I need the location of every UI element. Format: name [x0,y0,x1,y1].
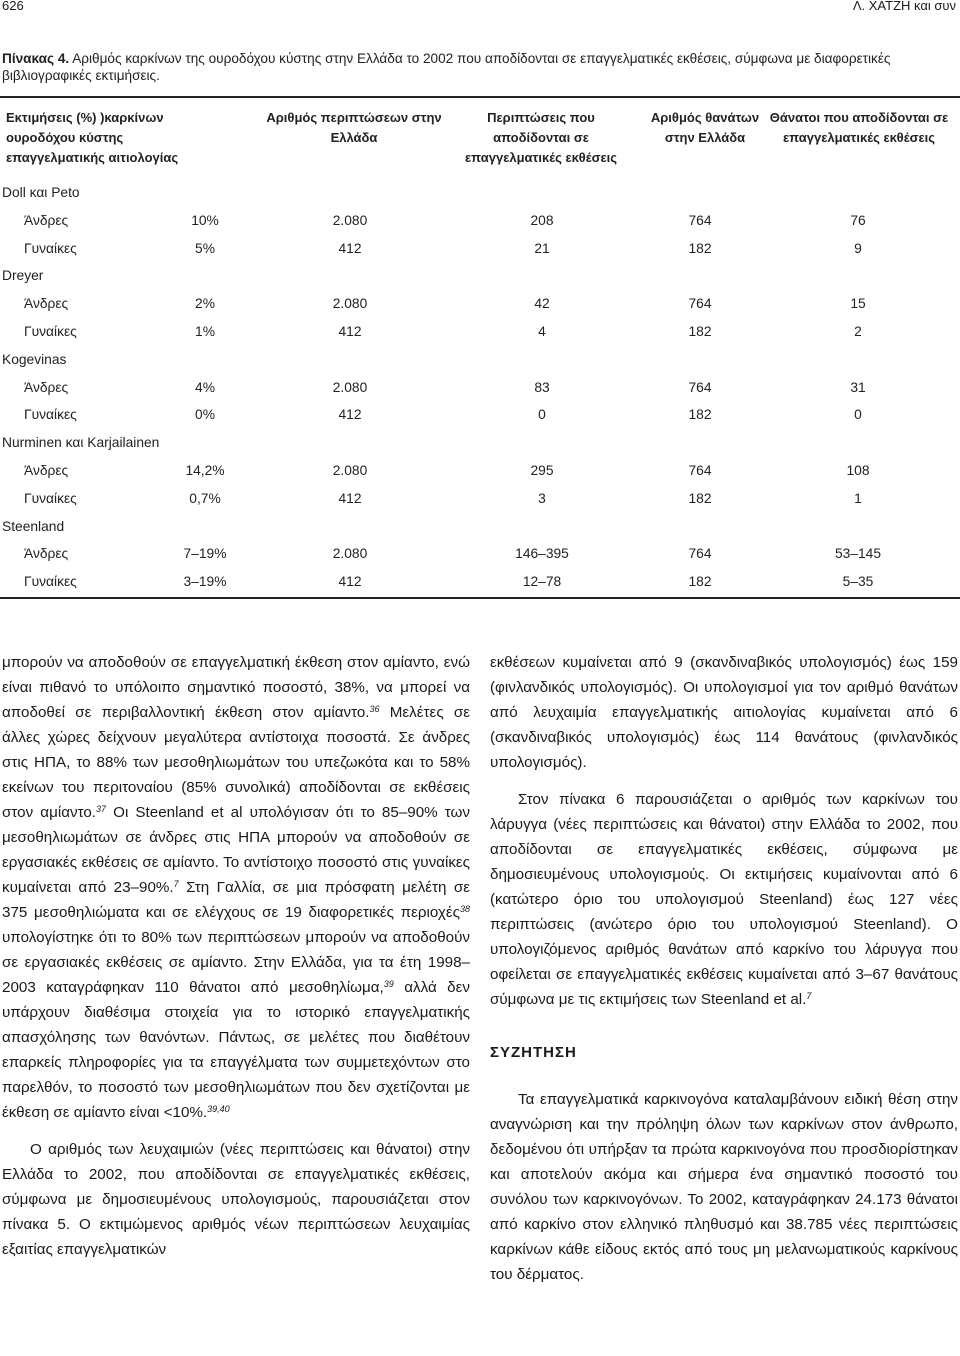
cell-cases: 2.080 [332,463,368,478]
row-label: Άνδρες [24,296,69,312]
page-number: 626 [2,0,24,13]
citation: 7 [173,879,179,889]
cell-deaths: 182 [688,240,712,256]
cell-attributed-deaths: 5–35 [842,574,874,590]
cell-deaths: 764 [688,379,712,395]
cell-deaths: 764 [688,546,712,562]
table-group-label: Dreyer [2,268,44,284]
cell-attributed-deaths: 53–145 [834,546,882,562]
table-group-label: Steenland [2,518,65,534]
cell-percent: 7–19% [183,546,227,562]
cell-attributed-cases: 42 [534,296,550,312]
cell-cases: 2.080 [332,296,368,312]
row-label: Γυναίκες [24,407,77,423]
cell-deaths: 182 [688,324,712,339]
cell-attributed-deaths: 9 [854,240,862,256]
citation: 37 [96,804,107,814]
row-label: Άνδρες [24,463,69,478]
cell-attributed-deaths: 0 [854,407,862,423]
citation: 39,40 [207,1104,230,1114]
citation: 36 [369,704,380,714]
section-heading: ΣΥΖΗΤΗΣΗ [490,1044,577,1061]
citation: 38 [459,904,470,914]
row-label: Άνδρες [24,546,69,562]
cell-percent: 0,7% [189,490,221,506]
cell-deaths: 182 [688,574,712,590]
cell-attributed-cases: 83 [534,379,550,395]
cell-attributed-deaths: 15 [850,296,866,312]
table-header-cases: Αριθμός περιπτώσεων στην Ελλάδα [266,110,442,145]
table-caption-label: Πίνακας 4. [2,51,70,66]
cell-cases: 412 [338,490,362,506]
table-group-label: Nurminen και Karjailainen [2,435,160,451]
cell-percent: 14,2% [185,463,225,478]
cell-attributed-cases: 12–78 [522,574,562,590]
cell-attributed-cases: 295 [530,463,554,478]
running-header [0,0,960,14]
cell-attributed-cases: 146–395 [515,546,569,562]
table-header-attributed-deaths: Θάνατοι που αποδίδονται σε επαγγελματικές εκθέσεις [769,110,949,145]
right-paragraph-2: Στον πίνακα 6 παρουσιάζεται ο αριθμός των καρκίνων του λάρυγγα (νέες περιπτώσεις και θάνατοι) στην Ελλάδα το 2002, που αποδίδονται σε επαγγελματικές εκθέσεις, σύμφωνα με δημοσιευμένους υπολογισμούς. Οι εκτιμήσεις κυμαίνονται από 6 (κατώτερο όριο του υπολογισμού Steenland) έως 127 νέες περιπτώσεις (ανώτερο όριο του υπολογισμού Steenland). Ο υπολογιζόμενος αριθμός θανάτων από καρκίνο του λάρυγγα που οφείλεται σε επαγγελματικές εκθέσεις κυμαίνεται από 3–67 θανάτους σύμφωνα με τις εκτιμήσεις των Steenland et al.$^7$ [490,791,958,1008]
right-column [490,650,958,1287]
running-authors: Λ. ΧΑΤΖΗ και συν [852,0,956,13]
cell-attributed-deaths: 2 [854,324,862,339]
cell-attributed-cases: 4 [538,324,546,339]
table-group-label: Doll και Peto [2,185,80,200]
table-bottom-rule [0,597,960,599]
right-paragraph-1: εκθέσεων κυμαίνεται από 9 (σκανδιναβικός υπολογισμός) έως 159 (φινλανδικός υπολογισμός). Οι υπολογισμοί για τον αριθμό θανάτων από λευχαιμία επαγγελματικής αιτιολογίας κυμαίνεται από 6 (σκανδιναβικός υπολογισμός) έως 114 θανάτους (φινλανδικός υπολογισμός). [490,654,958,771]
left-paragraph-1: μπορούν να αποδοθούν σε επαγγελματική έκθεση στον αμίαντο, ενώ είναι πιθανό το υπόλοιπο σημαντικό ποσοστό, 38%, να μπορεί να αποδοθεί σε περιβαλλοντική έκθεση στον αμίαντο.$^{36}$ Μελέτες σε άλλες χώρες δείχνουν μεγαλύτερα αντίστοιχα ποσοστά. Σε άνδρες στις ΗΠΑ, το 88% των μεσοθηλιωμάτων του υπεζωκότα και το 58% εκείνων του περιτοναίου (85% συνολικά) αποδίδονται σε εκθέσεις στον αμίαντο.$^{37}$ Οι Steenland et al υπολόγισαν ότι το 85–90% των μεσοθηλιωμάτων σε άνδρες στις ΗΠΑ μπορούν να αποδοθούν σε εργασιακές εκθέσεις σε αμίαντο. Το αντίστοιχο ποσοστό στις γυναίκες κυμαίνεται από 23–90%.$^7$ Στη Γαλλία, σε μια πρόσφατη μελέτη σε 375 μεσοθηλιώματα και σε ελέγχους σε 19 διαφορετικές περιοχές$^{38}$ υπολογίστηκε ότι το 80% των περιπτώσεων μπορούν να αποδοθούν σε εργασιακές εκθέσεις σε αμίαντο. Στην Ελλάδα, για τα έτη 1998–2003 καταγράφηκαν 110 θάνατοι από μεσοθηλίωμα,$^{39}$ αλλά δεν υπάρχουν διαθέσιμα στοιχεία για το ιστορικό επαγγελματικής απασχόλησης των θανόντων. Πάντως, σε μελέτες που διαθέτουν επαρκείς πληροφορίες για τα επαγγέλματα των συμμετεχόντων στο παρελθόν, το ποσοστό των μεσοθηλιωμάτων που δεν σχετίζονται με έκθεση σε αμίαντο είναι <10%.$^{39,40}$ [2,654,471,1121]
table-caption-text: Αριθμός καρκίνων της ουροδόχου κύστης στην Ελλάδα το 2002 που αποδίδονται σε επαγγελματικές εκθέσεις, σύμφωνα με διαφορετικές βιβλιογραφικές εκτιμήσεις. [2,51,891,83]
row-label: Γυναίκες [24,240,77,256]
row-label: Γυναίκες [24,490,77,506]
cell-deaths: 764 [688,463,712,478]
cell-cases: 2.080 [332,546,368,562]
cell-cases: 412 [338,574,362,590]
table-caption [2,50,957,84]
row-label: Γυναίκες [24,324,77,339]
cell-percent: 10% [191,212,219,228]
cell-percent: 0% [195,407,215,423]
cell-percent: 2% [195,296,215,312]
citation: 7 [806,991,812,1001]
cell-deaths: 182 [688,490,712,506]
cell-deaths: 182 [688,407,712,423]
row-label: Άνδρες [24,379,69,395]
cell-attributed-cases: 3 [538,490,546,506]
cell-deaths: 764 [688,296,712,312]
table-header-deaths: Αριθμός θανάτων στην Ελλάδα [650,110,760,145]
cell-attributed-deaths: 1 [854,490,862,506]
cell-cases: 2.080 [332,379,368,395]
table-header-attributed-cases: Περιπτώσεις που αποδίδονται σε επαγγελματικές εκθέσεις [464,110,618,165]
cell-cases: 412 [338,407,362,423]
row-label: Γυναίκες [24,574,77,590]
cell-deaths: 764 [688,212,712,228]
table-group-label: Kogevinas [2,351,67,367]
cell-attributed-deaths: 76 [850,212,866,228]
cell-percent: 5% [195,240,215,256]
cell-attributed-deaths: 108 [846,463,870,478]
cell-percent: 4% [195,379,215,395]
cell-attributed-cases: 0 [538,407,546,423]
cell-cases: 2.080 [332,212,368,228]
right-paragraph-3: Τα επαγγελματικά καρκινογόνα καταλαμβάνουν ειδική θέση στην αναγνώριση και την πρόληψη όλων των καρκίνων στον άνθρωπο, δεδομένου ότι υπήρξαν τα πρώτα καρκινογόνα που προσδιορίστηκαν και αποτελούν ακόμα και σήμερα ένα σημαντικό ποσοστό του συνόλου των καρκινογόνων. Το 2002, καταγράφηκαν 24.173 θάνατοι από καρκίνο στον ελληνικό πληθυσμό και 38.785 νέες περιπτώσεις καρκίνων κάθε είδους εκτός από τους μη μελανωματικούς καρκίνους του δέρματος. [490,1091,958,1283]
citation: 39 [383,979,394,989]
cell-percent: 3–19% [183,574,227,590]
table-header-estimate: Εκτιμήσεις (%) )καρκίνων ουροδόχου κύστης επαγγελματικής αιτιολογίας [6,110,179,165]
left-paragraph-2: Ο αριθμός των λευχαιμιών (νέες περιπτώσεις και θάνατοι) στην Ελλάδα το 2002, που αποδίδονται σε επαγγελματικές εκθέσεις, σύμφωνα με δημοσιευμένους υπολογισμούς, παρουσιάζεται στον πίνακα 5. Ο εκτιμώμενος αριθμός νέων περιπτώσεων λευχαιμίας εξαιτίας επαγγελματικών [2,1141,470,1258]
left-column [2,650,470,1262]
cell-attributed-cases: 208 [530,212,554,228]
table-top-rule [0,96,960,98]
row-label: Άνδρες [24,212,69,228]
cell-cases: 412 [338,324,362,339]
cell-attributed-deaths: 31 [850,379,866,395]
cell-percent: 1% [195,324,215,339]
cell-cases: 412 [338,240,362,256]
cell-attributed-cases: 21 [534,240,550,256]
